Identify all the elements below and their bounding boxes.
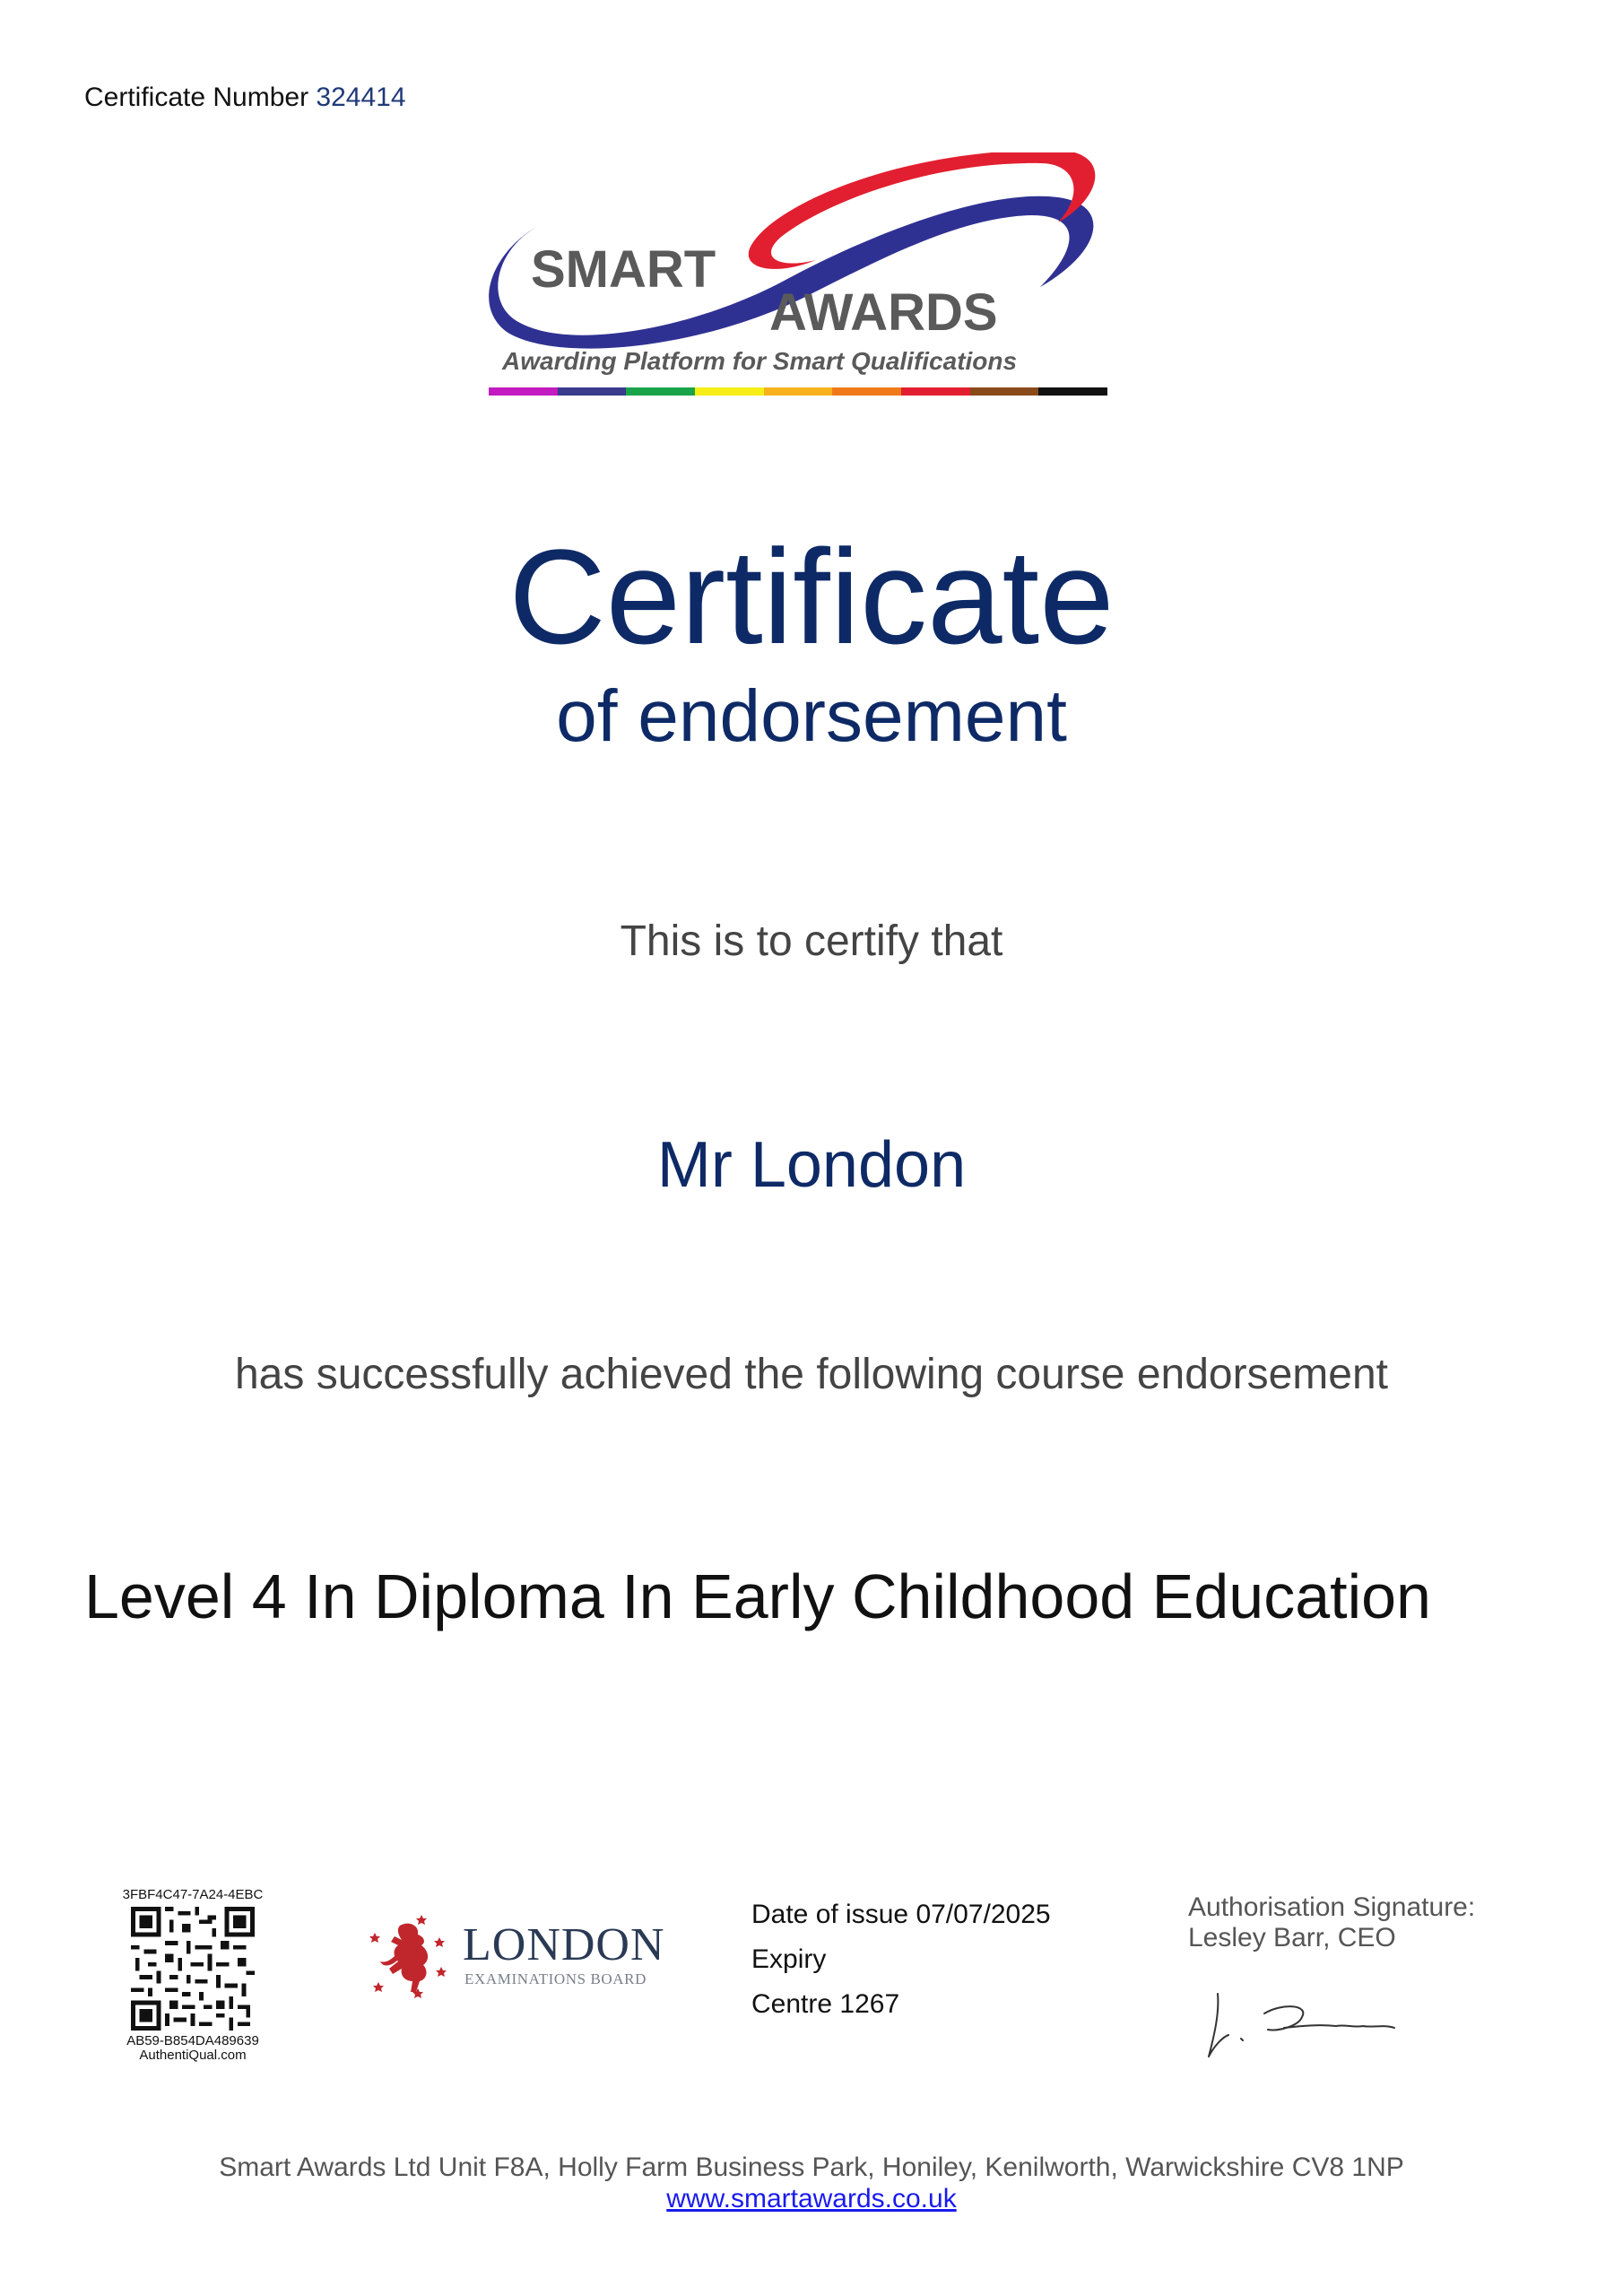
authorisation-label: Authorisation Signature:	[1188, 1892, 1476, 1922]
authorisation-block	[1188, 1892, 1475, 1953]
expiry-label: Expiry	[751, 1944, 827, 1974]
centre-row	[751, 1982, 1051, 2027]
footer-address: Smart Awards Ltd Unit F8A, Holly Farm Business Park, Honiley, Kenilworth, Warwickshire CV8 1NP	[219, 2152, 1404, 2182]
lion-rampant-icon	[366, 1906, 456, 2005]
certificate-number	[84, 83, 406, 113]
certificate-subtitle: of endorsement	[556, 675, 1067, 757]
achieved-text: has successfully achieved the following course endorsement	[234, 1351, 1389, 1398]
qr-provider: AuthentiQual.com	[139, 2048, 247, 2063]
issue-date-value: 07/07/2025	[916, 1900, 1051, 1929]
course-name: Level 4 In Diploma In Early Childhood Education	[84, 1561, 1431, 1631]
smart-awards-logo	[484, 152, 1112, 399]
logo-word-awards: AWARDS	[769, 283, 998, 342]
handwritten-signature	[1202, 1987, 1408, 2067]
centre-value: 1267	[839, 1989, 900, 2019]
logo-tagline: Awarding Platform for Smart Qualifications	[502, 347, 1018, 375]
qr-code-bottom: AB59-B854DA489639	[126, 2032, 259, 2048]
issue-date-label: Date of issue	[751, 1900, 909, 1929]
smart-awards-swoosh	[484, 152, 1112, 399]
certificate-number-value: 324414	[316, 83, 406, 112]
qr-code-icon[interactable]	[131, 1907, 255, 2031]
logo-rainbow-bar	[489, 387, 1107, 396]
qr-code-top: 3FBF4C47-7A24-4EBC	[122, 1887, 264, 1902]
certify-text: This is to certify that	[620, 918, 1003, 965]
issue-details	[751, 1892, 1051, 2027]
examining-body-subtitle: EXAMINATIONS BOARD	[464, 1970, 647, 1987]
website-link[interactable]: www.smartawards.co.uk	[666, 2184, 957, 2213]
issue-date-row	[751, 1892, 1051, 1937]
logo-word-smart: SMART	[531, 240, 716, 299]
certificate-title: Certificate	[508, 521, 1115, 672]
london-examinations-board-logo	[366, 1906, 671, 2009]
recipient-name: Mr London	[656, 1129, 967, 1201]
authorisation-signatory: Lesley Barr, CEO	[1188, 1923, 1396, 1952]
certificate-number-label: Certificate Number	[84, 83, 309, 112]
examining-body-name: LONDON	[463, 1919, 665, 1970]
qr-verification-block	[109, 1888, 276, 2064]
centre-label: Centre	[751, 1989, 833, 2019]
